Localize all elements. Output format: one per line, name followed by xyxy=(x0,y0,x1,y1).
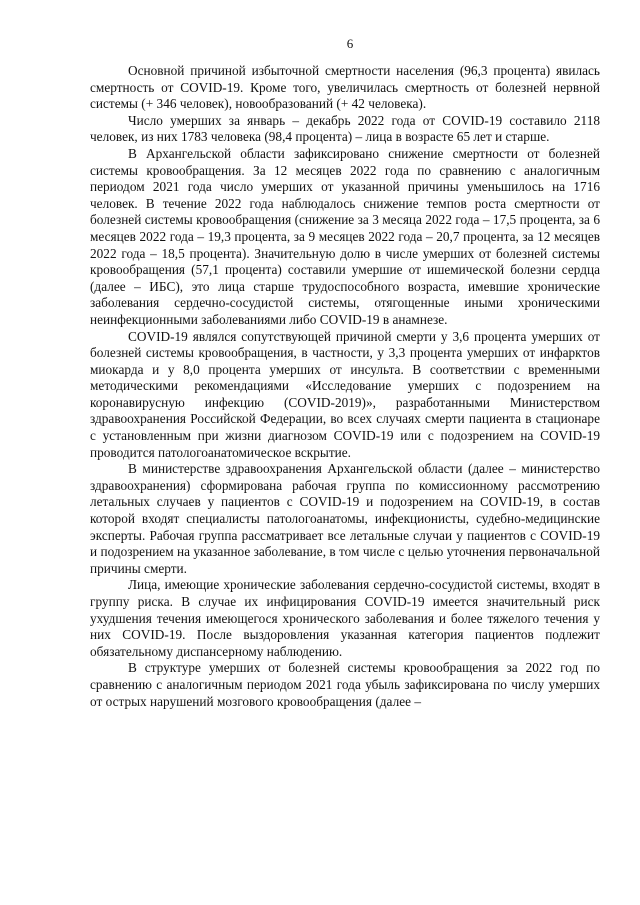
paragraph-circulatory-decline: В Архангельской области зафиксировано снижение смертности от болезней системы кровообращения. За 12 месяцев 2022 года по сравнению с аналогичным периодом 2021 года число умерших от указанной причины уменьшилось на 1716 человек. В течение 2022 года наблюдалось снижение темпов роста смертности от болезней системы кровообращения (снижение за 3 месяца 2022 года – 17,5 процента, за 6 месяцев 2022 года – 19,3 процента, за 9 месяцев 2022 года – 20,7 процента, за 12 месяцев 2022 года – 18,5 процента). Значительную долю в числе умерших от болезней системы кровообращения (57,1 процента) составили умершие от ишемической болезни сердца (далее – ИБС), это лица старше трудоспособного возраста, имевшие хронические заболевания сердечно-сосудистой системы, отягощенные иными хроническими неинфекционными заболеваниями либо COVID-19 в анамнезе. xyxy=(90,145,600,327)
paragraph-excess-mortality: Основной причиной избыточной смертности населения (96,3 процента) явилась смертность от COVID-19. Кроме того, увеличилась смертность от болезней нервной системы (+ 346 человек), новообразований (+ 42 человека). xyxy=(90,63,600,112)
paragraph-covid-deaths: Число умерших за январь – декабрь 2022 года от COVID-19 составило 2118 человек, из них 1783 человека (98,4 процента) – лица в возрасте 65 лет и старше. xyxy=(90,112,600,145)
paragraph-structure-deaths: В структуре умерших от болезней системы кровообращения за 2022 год по сравнению с аналогичным периодом 2021 года убыль зафиксирована по числу умерших от острых нарушений мозгового кровообращения (далее – xyxy=(90,660,600,709)
paragraph-risk-group: Лица, имеющие хронические заболевания сердечно-сосудистой системы, входят в группу риска. В случае их инфицирования COVID-19 имеется значительный риск ухудшения течения имеющегося хронического заболевания и более тяжелого течения у них COVID-19. После выздоровления указанная категория пациентов подлежит обязательному диспансерному наблюдению. xyxy=(90,577,600,659)
page-number: 6 xyxy=(346,36,354,51)
paragraph-covid-concomitant: COVID-19 являлся сопутствующей причиной смерти у 3,6 процента умерших от болезней системы кровообращения, в частности, у 3,3 процента умерших от инфарктов миокарда и у 8,0 процента умерших от инсульта. В соответствии с временными методическими рекомендациями «Исследование умерших с подозрением на коронавирусную инфекцию (COVID-2019)», разработанными Министерством здравоохранения Российской Федерации, во всех случаях смерти пациента в стационаре с установленным при жизни диагнозом COVID-19 или с подозрением на COVID-19 проводится патологоанатомическое вскрытие. xyxy=(90,328,600,460)
paragraph-working-group: В министерстве здравоохранения Архангельской области (далее – министерство здравоохранения) сформирована рабочая группа по комиссионному рассмотрению летальных случаев у пациентов с COVID-19 и подозрением на COVID-19, в состав которой входят специалисты патологоанатомы, инфекционисты, судебно-медицинские эксперты. Рабочая группа рассматривает все летальные случаи у пациентов с COVID-19 и подозрением на указанное заболевание, в том числе с целью уточнения первоначальной причины смерти. xyxy=(90,461,600,576)
